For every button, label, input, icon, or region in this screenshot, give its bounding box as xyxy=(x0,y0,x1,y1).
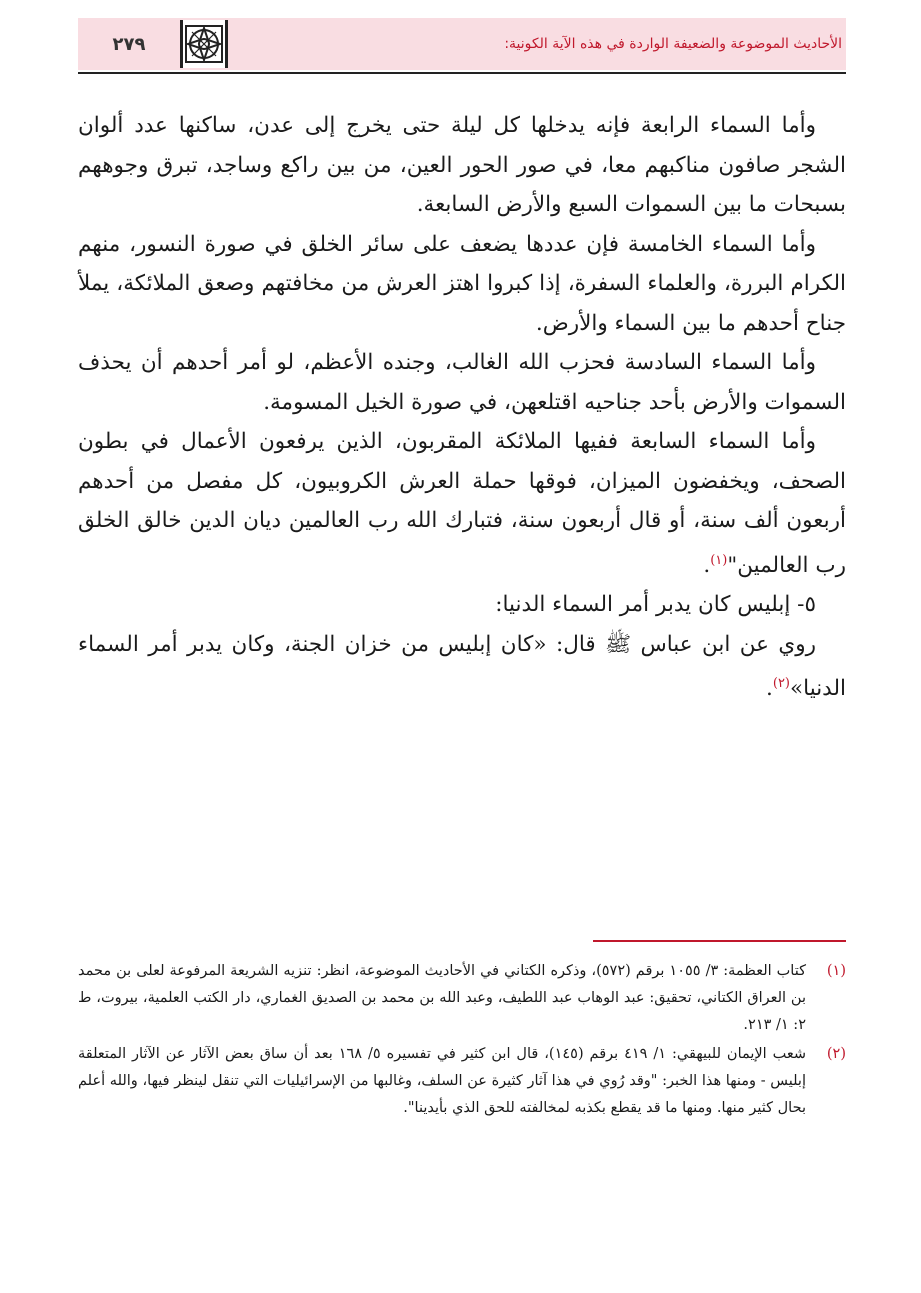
section-heading: ٥- إبليس كان يدبر أمر السماء الدنيا: xyxy=(495,592,816,618)
paragraph-end: . xyxy=(703,552,711,578)
paragraph xyxy=(78,422,846,585)
footnote xyxy=(78,1041,846,1122)
paragraph: وأما السماء السادسة فحزب الله الغالب، وجنده الأعظم، لو أمر أحدهم أن يحذف السموات والأرض بأحد جناحيه اقتلعهن، في صورة الخيل المسومة. xyxy=(78,350,846,415)
page-number: ٢٧٩ xyxy=(112,33,146,55)
paragraph: وأما السماء الخامسة فإن عددها يضعف على سائر الخلق في صورة النسور، منهم الكرام البررة، والعلماء السفرة، إذا كبروا اهتز العرش من مخافتهم وصعق الملائكة، يملأ جناح أحدهم ما بين السماء والأرض. xyxy=(78,231,846,336)
paragraph: وأما السماء الرابعة فإنه يدخلها كل ليلة حتى يخرج إلى عدن، ساكنها عدد ألوان الشجر صافون مناكبهم معا، في صور الحور العين، من بين راكع وساجد، تبرق وجوههم بسبحات ما بين السموات السبع والأرض السابعة. xyxy=(78,113,846,217)
footnote-number: (٢) xyxy=(826,1046,846,1062)
footnote-text: شعب الإيمان للبيهقي: ١/ ٤١٩ برقم (١٤٥)، قال ابن كثير في تفسيره ٥/ ١٦٨ بعد أن ساق بعض الآثار عن الآثار المتعلقة إبليس - ومنها هذا الخبر: "وقد رُوي في هذا آثار كثيرة عن السلف، وغالبها من الإسرائيليات التي تنقل لينظر فيها، والله أعلم بحال كثير منها. ومنها ما قد يقطع بكذبه لمخالفته للحق الذي بأيدينا". xyxy=(78,1046,807,1116)
footnote-ref: (١) xyxy=(710,552,728,568)
footnote-ref: (٢) xyxy=(772,676,790,692)
footnote-text: كتاب العظمة: ٣/ ١٠٥٥ برقم (٥٧٢)، وذكره الكتاني في الأحاديث الموضوعة، انظر: تنزيه الشريعة المرفوعة لعلى بن محمد بن العراق الكتاني، تحقيق: عبد الوهاب عبد اللطيف، وعبد الله بن محمد بن الصديق الغماري، دار الكتب العلمية، بيروت، ط ٢: ١/ ٢١٣. xyxy=(78,963,806,1033)
footnotes xyxy=(78,958,846,1124)
page-header xyxy=(78,18,846,74)
running-title: الأحاديث الموضوعة والضعيفة الواردة في هذه الآية الكونية: xyxy=(504,36,842,52)
paragraph xyxy=(78,625,846,709)
paragraph-text: وأما السماء السابعة ففيها الملائكة المقربون، الذين يرفعون الأعمال في بطون الصحف، ويخفضون الميزان، فوقها حملة العرش الكروبيون، كل مفصل من أحدهم أربعون ألف سنة، أو قال أربعون سنة، فتبارك الله رب العالمين ديان الدين خالق الخلق رب العالمين" xyxy=(78,429,846,578)
paragraph-text: روي عن ابن عباس ﷺ قال: «كان إبليس من خزان الجنة، وكان يدبر أمر السماء الدنيا» xyxy=(78,631,846,702)
footnote-number: (١) xyxy=(826,963,846,979)
paragraph-end: . xyxy=(766,676,773,702)
main-text xyxy=(78,106,846,709)
footnote-divider xyxy=(593,940,846,942)
footnote xyxy=(78,958,846,1039)
ornament-icon xyxy=(180,20,228,68)
